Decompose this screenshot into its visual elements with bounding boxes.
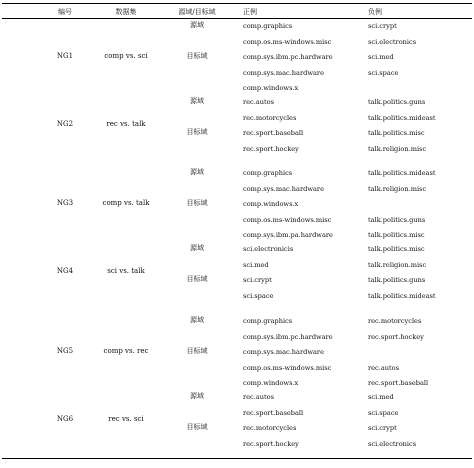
group-dataset: comp vs. talk [102, 199, 150, 207]
positive-example: rec.motorcycles [243, 424, 297, 432]
target-domain-label: 目标域 [186, 199, 208, 207]
positive-example: rec.sport.baseball [243, 129, 304, 137]
group-dataset: sci vs. talk [107, 267, 145, 276]
positive-example: sci.space [243, 291, 274, 300]
positive-example: rec.sport.hockey [243, 439, 299, 448]
target-domain-label: 目标域 [186, 347, 208, 355]
negative-example: rec.autos [368, 363, 400, 372]
header-domain: 源域/目标域 [178, 8, 216, 16]
negative-example: talk.politics.misc [368, 231, 425, 239]
table-caption [0, 462, 474, 468]
positive-example: comp.windows.x [243, 379, 299, 387]
positive-example: comp.sys.mac.hardware [243, 184, 324, 193]
group-id: NG5 [56, 347, 74, 355]
negative-example: sci.med [368, 53, 394, 61]
negative-example: sci.space [368, 68, 399, 77]
group-dataset: rec vs. sci [108, 415, 144, 424]
target-domain-label: 目标域 [186, 275, 208, 283]
negative-example: rec.sport.hockey [368, 332, 424, 341]
group-dataset: comp vs. sci [104, 52, 148, 60]
positive-example: rec.motorcycles [243, 113, 297, 122]
negative-example: sci.electronics [368, 37, 417, 46]
negative-example: talk.politics.guns [368, 276, 426, 284]
negative-example: rec.sport.baseball [368, 379, 429, 387]
negative-example: sci.crypt [368, 424, 397, 432]
positive-example: comp.sys.ibm.pc.hardware [243, 53, 333, 61]
negative-example: rec.motorcycles [368, 317, 422, 325]
positive-example: rec.sport.baseball [243, 408, 304, 417]
group-dataset: comp vs. rec [103, 347, 149, 355]
target-domain-label: 目标域 [186, 423, 208, 431]
positive-example: rec.autos [243, 393, 275, 401]
source-domain-label: 源域 [190, 244, 204, 252]
positive-example: comp.graphics [243, 22, 293, 30]
source-domain-label: 源域 [190, 168, 204, 176]
group-id: NG3 [56, 199, 74, 207]
negative-example: talk.politics.mideast [368, 169, 436, 177]
group-id: NG1 [56, 52, 74, 60]
header-positive: 正例 [243, 8, 257, 16]
group-dataset: rec vs. talk [106, 120, 146, 129]
group-id: NG4 [56, 267, 74, 276]
negative-example: sci.electronics [368, 439, 417, 448]
negative-example: talk.politics.misc [368, 245, 425, 253]
source-domain-label: 源域 [190, 316, 204, 324]
positive-example: comp.windows.x [243, 200, 299, 208]
target-domain-label: 目标域 [186, 52, 208, 60]
positive-example: rec.autos [243, 98, 275, 106]
positive-example: comp.windows.x [243, 84, 299, 92]
source-domain-label: 源域 [190, 97, 204, 105]
source-domain-label: 源域 [190, 392, 204, 400]
negative-example: talk.politics.mideast [368, 291, 436, 300]
top-rule [2, 3, 472, 4]
negative-example: talk.politics.guns [368, 215, 426, 224]
source-domain-label: 源域 [190, 21, 204, 29]
positive-example: rec.sport.hockey [243, 144, 299, 153]
positive-example: comp.sys.mac.hardware [243, 348, 324, 356]
header-id: 编号 [58, 8, 72, 16]
target-domain-label: 目标域 [186, 128, 208, 136]
bottom-rule [2, 458, 472, 459]
negative-example: sci.crypt [368, 22, 397, 30]
positive-example: sci.med [243, 260, 269, 269]
group-id: NG2 [56, 120, 74, 129]
positive-example: comp.graphics [243, 169, 293, 177]
positive-example: comp.sys.mac.hardware [243, 68, 324, 77]
positive-example: sci.crypt [243, 276, 272, 284]
positive-example: comp.sys.ibm.pa.hardware [243, 231, 333, 239]
negative-example: sci.space [368, 408, 399, 417]
positive-example: comp.os.ms-windows.misc [243, 363, 332, 372]
group-id: NG6 [56, 415, 74, 424]
negative-example: talk.politics.misc [368, 129, 425, 137]
positive-example: comp.os.ms-windows.misc [243, 215, 332, 224]
negative-example: talk.religion.misc [368, 184, 427, 193]
header-negative: 负例 [368, 8, 382, 16]
negative-example: talk.politics.mideast [368, 113, 436, 122]
positive-example: sci.electronicis [243, 245, 294, 253]
negative-example: talk.religion.misc [368, 260, 427, 269]
negative-example: sci.med [368, 393, 394, 401]
header-rule [2, 18, 472, 19]
negative-example: talk.politics.guns [368, 98, 426, 106]
negative-example: talk.religion.misc [368, 144, 427, 153]
positive-example: comp.os.ms-windows.misc [243, 37, 332, 46]
positive-example: comp.sys.ibm.pc.hardware [243, 332, 333, 341]
header-dataset: 数据集 [115, 8, 137, 16]
positive-example: comp.graphics [243, 317, 293, 325]
